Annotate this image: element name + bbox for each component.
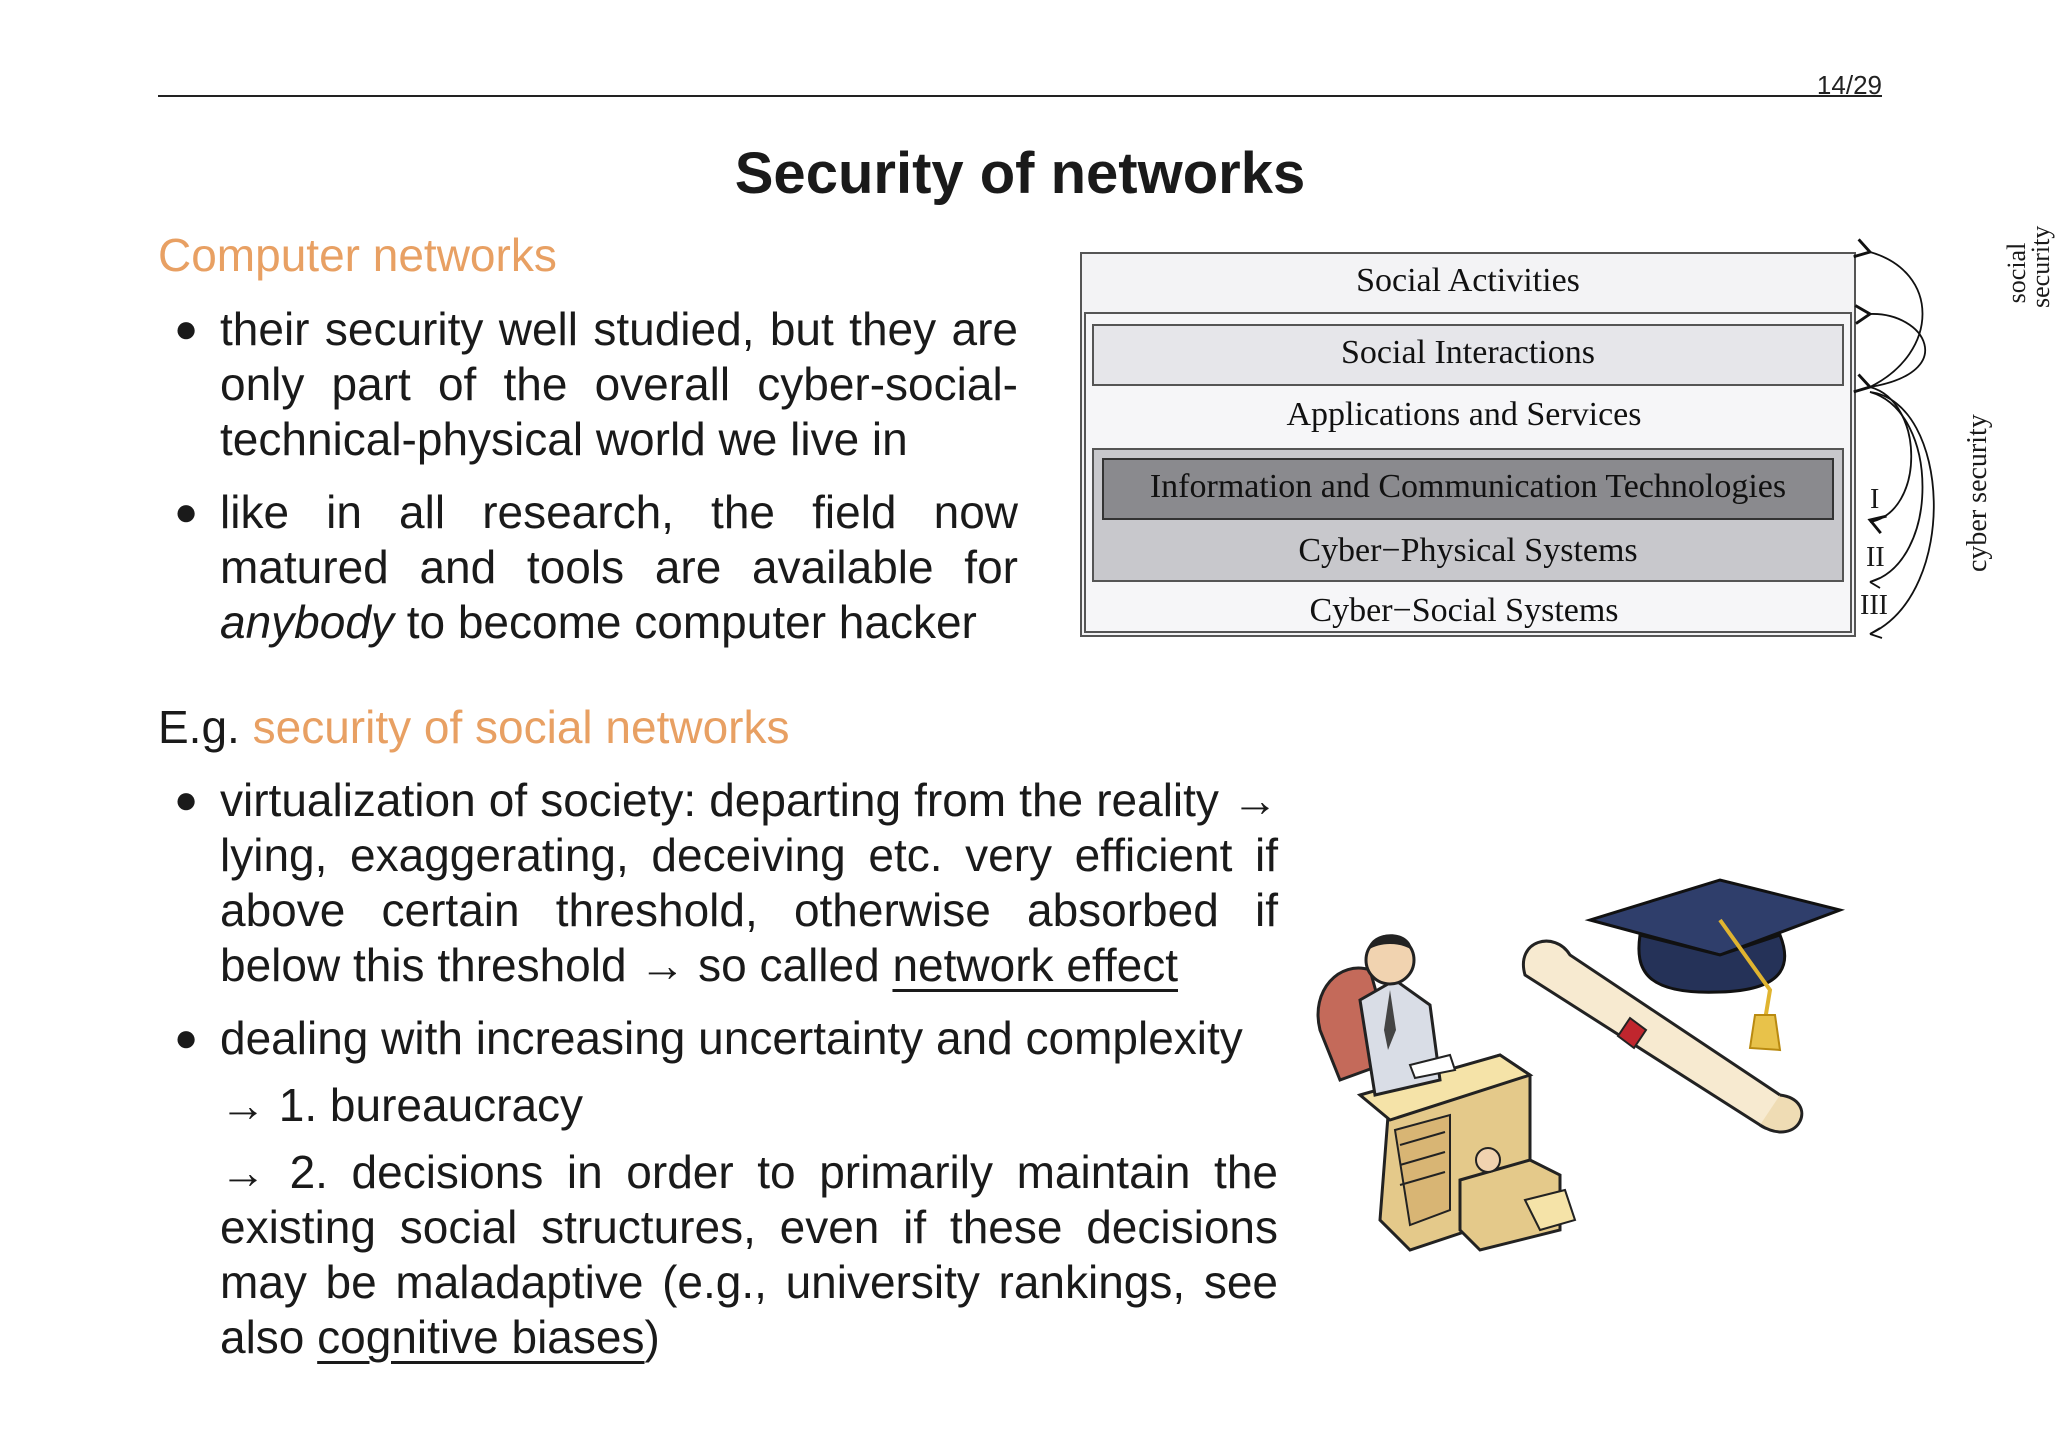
section-heading-computer-networks: Computer networks [158, 229, 557, 281]
cognitive-biases-link[interactable]: cognitive biases [317, 1311, 645, 1363]
bullet-text: virtualization of society: departing from the reality → lying, exaggerating, deceiving etc. very efficient if above certain threshold, otherwise absorbed if below this threshold → so called network effect [220, 774, 1278, 991]
network-effect-link[interactable]: network effect [892, 939, 1178, 991]
layer-label: Cyber−Physical Systems [1298, 532, 1638, 569]
bullet-text: like in all research, the field now matured and tools are available for anybody to become computer hacker [220, 486, 1018, 648]
side-label-cyber-security: cyber security [1962, 414, 1993, 572]
layer-label: Applications and Services [1286, 396, 1642, 433]
diagram-arrows [1080, 252, 2020, 642]
side-label-social-security: social security [2002, 225, 2055, 308]
computer-networks-list [158, 302, 1018, 668]
list-item [158, 1011, 1278, 1365]
security-layers-diagram [1080, 225, 2055, 642]
clipart-illustration [1300, 880, 1860, 1300]
social-networks-list [158, 773, 1278, 1383]
layer-label: Cyber−Social Systems [1309, 592, 1619, 629]
bullet-icon: ● [174, 1016, 199, 1060]
list-item [158, 302, 1018, 467]
bullet-text: their security well studied, but they are only part of the overall cyber-social-technical-physical world we live in [220, 303, 1018, 465]
arrow-II-head [1870, 578, 1880, 588]
section-heading-social-networks: E.g. security of social networks [158, 701, 790, 753]
arrow-label-III: III [1860, 590, 1888, 621]
arrow-social-security-1 [1870, 252, 1923, 387]
page-number: 14/29 [1816, 70, 1882, 100]
bullet-icon: ● [174, 490, 199, 534]
list-item [158, 485, 1018, 650]
arrow-label-I: I [1870, 484, 1880, 515]
arrow-III-head [1870, 628, 1882, 638]
layer-label: Social Activities [1356, 262, 1580, 299]
list-item [158, 773, 1278, 993]
arrow-label-II: II [1866, 542, 1885, 573]
bullet-icon: ● [174, 778, 199, 822]
header-rule [158, 95, 1882, 97]
layer-label: Information and Communication Technologies [1149, 468, 1787, 505]
arrow-social-security-2 [1870, 314, 1925, 387]
bullet-icon: ● [174, 307, 199, 351]
bullet-text: dealing with increasing uncertainty and complexity → 1. bureaucracy → 2. decisions in order to primarily maintain the existing social structures, even if these decisions may be maladaptive (e.g., university rankings, see also cognitive biases) [220, 1012, 1278, 1363]
layer-label: Social Interactions [1341, 334, 1595, 371]
page-title: Security of networks [734, 141, 1306, 206]
